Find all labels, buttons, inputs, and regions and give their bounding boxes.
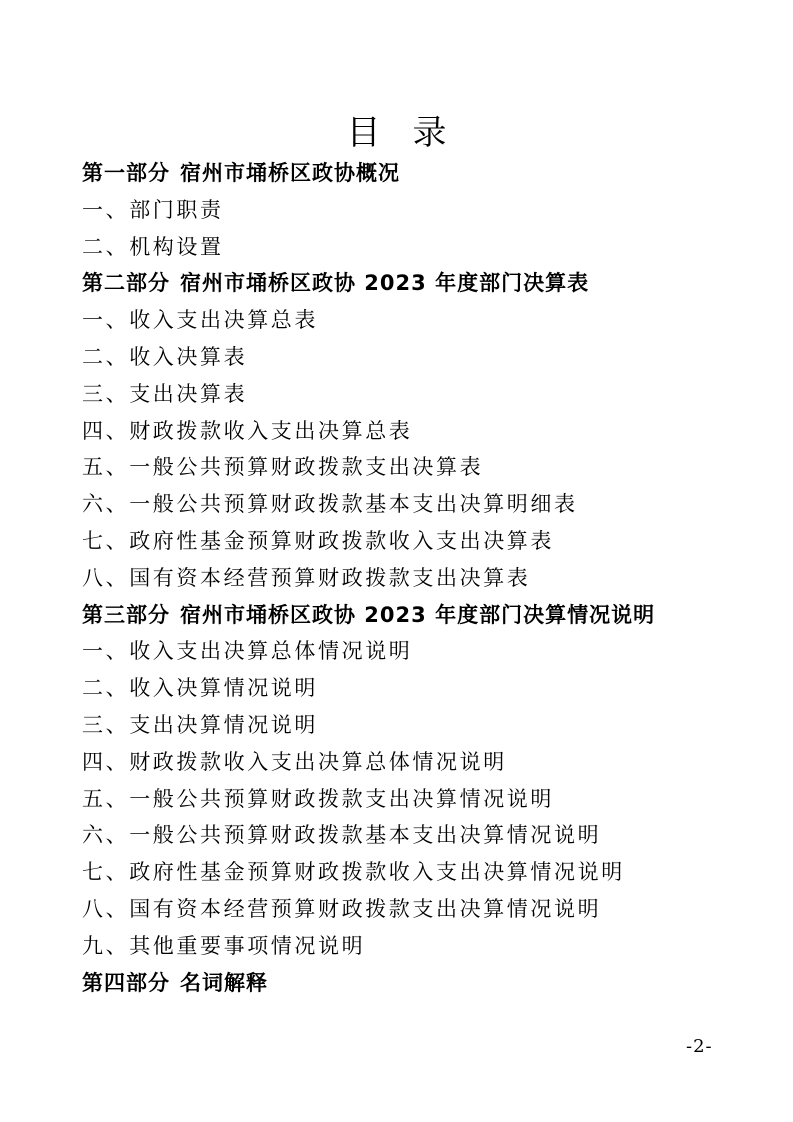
- toc-item[interactable]: 一、收入支出决算总体情况说明: [82, 639, 413, 664]
- table-of-contents: [82, 155, 732, 1001]
- toc-item[interactable]: 四、财政拨款收入支出决算总体情况说明: [82, 749, 507, 774]
- toc-part-title: 宿州市埇桥区政协概况: [180, 161, 400, 185]
- toc-part-title: 宿州市埇桥区政协 2023 年度部门决算表: [180, 271, 590, 296]
- page-title-char-1: 目: [346, 113, 381, 153]
- toc-part-label: 第二部分: [82, 271, 170, 296]
- toc-item[interactable]: 七、政府性基金预算财政拨款收入支出决算表: [82, 528, 554, 553]
- toc-item[interactable]: 六、一般公共预算财政拨款基本支出决算情况说明: [82, 823, 602, 848]
- toc-item[interactable]: 六、一般公共预算财政拨款基本支出决算明细表: [82, 492, 578, 517]
- toc-item[interactable]: 二、机构设置: [82, 234, 224, 259]
- toc-item[interactable]: 八、国有资本经营预算财政拨款支出决算情况说明: [82, 896, 602, 921]
- toc-item[interactable]: 五、一般公共预算财政拨款支出决算表: [82, 455, 484, 480]
- toc-part-title: 宿州市埇桥区政协 2023 年度部门决算情况说明: [180, 602, 656, 627]
- toc-part-label: 第四部分: [82, 970, 170, 995]
- toc-item[interactable]: 四、财政拨款收入支出决算总表: [82, 418, 413, 443]
- toc-part-label: 第一部分: [82, 161, 170, 185]
- toc-part-title: 名词解释: [180, 970, 268, 995]
- toc-item[interactable]: 七、政府性基金预算财政拨款收入支出决算情况说明: [82, 860, 625, 885]
- toc-item[interactable]: 二、收入决算情况说明: [82, 676, 318, 701]
- page-title-char-2: 录: [412, 113, 447, 153]
- toc-item[interactable]: 五、一般公共预算财政拨款支出决算情况说明: [82, 786, 554, 811]
- toc-item[interactable]: 八、国有资本经营预算财政拨款支出决算表: [82, 565, 531, 590]
- toc-item[interactable]: 三、支出决算表: [82, 381, 248, 406]
- toc-item[interactable]: 三、支出决算情况说明: [82, 712, 318, 737]
- page-number: -2-: [686, 1036, 713, 1057]
- toc-part-3-heading[interactable]: [82, 597, 732, 634]
- toc-part-4-heading[interactable]: [82, 965, 732, 1002]
- toc-item[interactable]: 一、部门职责: [82, 197, 224, 222]
- page-title: [0, 110, 793, 156]
- toc-item[interactable]: 二、收入决算表: [82, 344, 248, 369]
- toc-part-label: 第三部分: [82, 602, 170, 627]
- toc-part-2-heading[interactable]: [82, 265, 732, 302]
- toc-item[interactable]: 九、其他重要事项情况说明: [82, 933, 366, 958]
- toc-part-1-heading[interactable]: [82, 155, 732, 192]
- toc-item[interactable]: 一、收入支出决算总表: [82, 308, 318, 333]
